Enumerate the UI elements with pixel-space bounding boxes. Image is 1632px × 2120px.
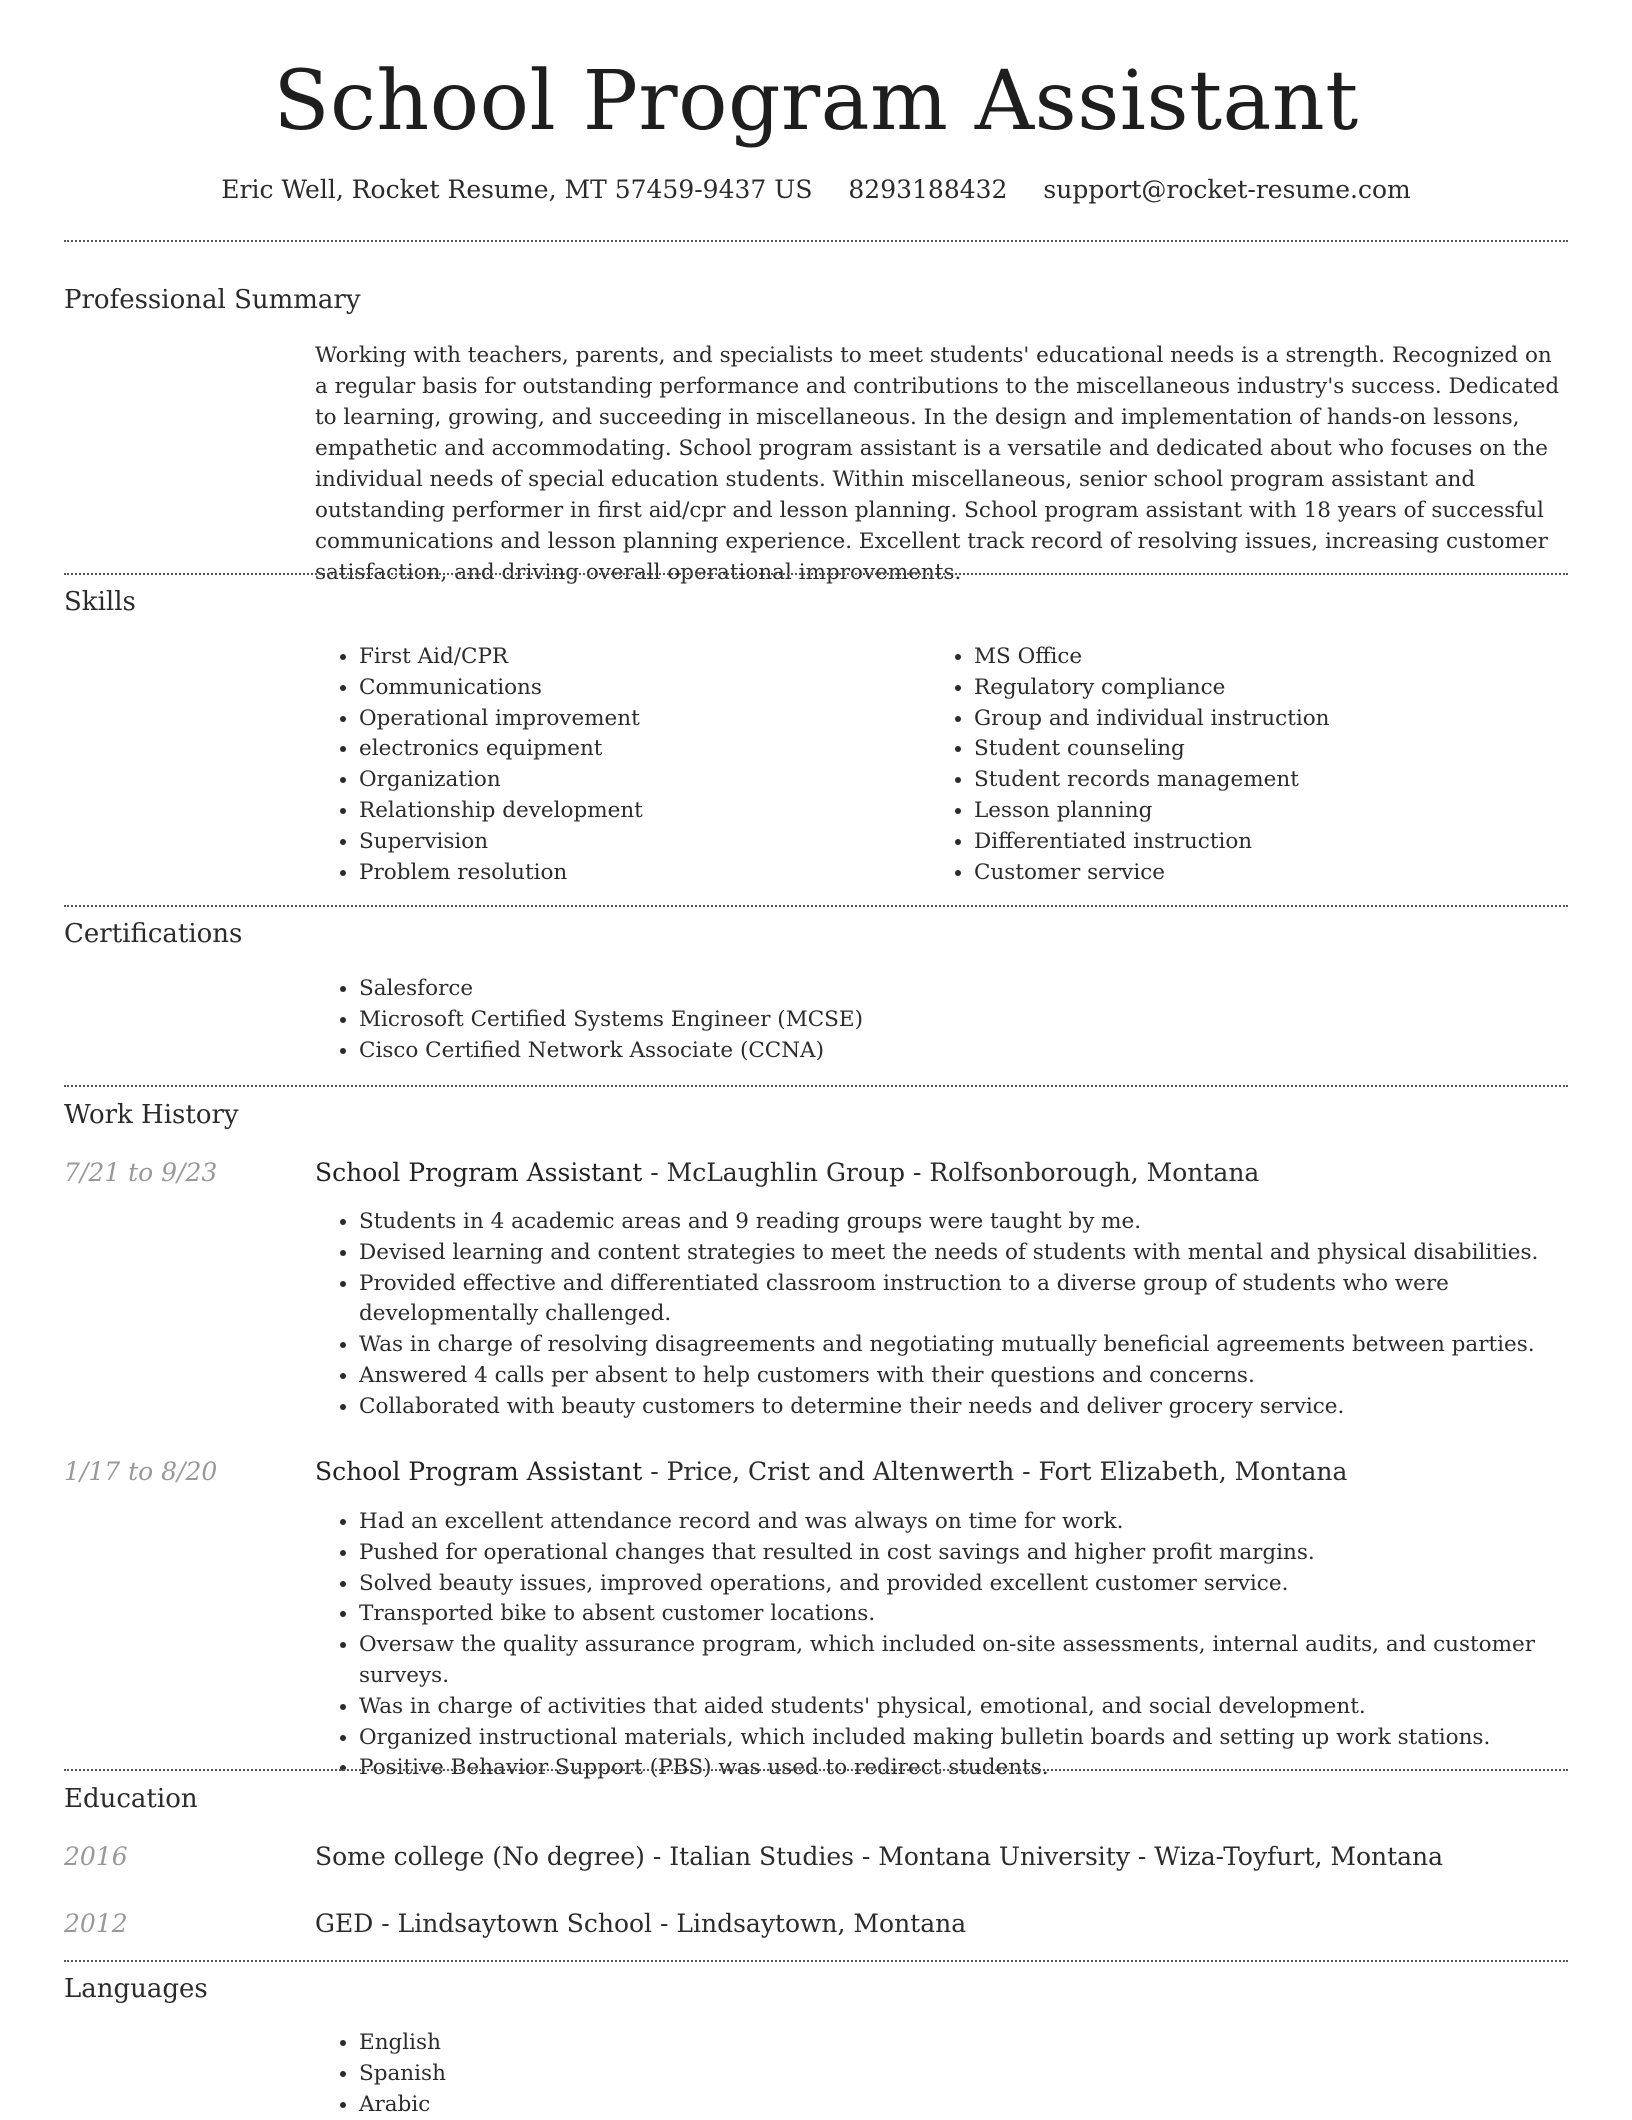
skill-item: • MS Office: [974, 642, 1574, 673]
divider: [64, 1769, 1568, 1771]
duty-item: • Was in charge of activities that aided students' physical, emotional, and social development.: [359, 1692, 1612, 1723]
education-entry: Some college (No degree) - Italian Studies - Montana University - Wiza-Toyfurt, Montana: [315, 1842, 1444, 1871]
certifications-list: [315, 974, 1559, 1066]
divider: [64, 573, 1568, 575]
contact-line: [64, 172, 1568, 208]
job-dates: 1/17 to 8/20: [64, 1457, 218, 1486]
skill-item: • Group and individual instruction: [974, 704, 1574, 735]
duty-item: • Collaborated with beauty customers to determine their needs and deliver grocery service.: [359, 1392, 1612, 1423]
language-item: • Spanish: [359, 2059, 959, 2090]
skills-list-left: [315, 642, 919, 888]
contact-email: support@rocket-resume.com: [1043, 175, 1411, 204]
language-item: • Arabic: [359, 2090, 959, 2120]
skills-heading: Skills: [64, 587, 136, 617]
divider: [64, 905, 1568, 907]
duty-item: • Solved beauty issues, improved operations, and provided excellent customer service.: [359, 1569, 1612, 1600]
languages-list: [315, 2028, 959, 2120]
duty-item: • Pushed for operational changes that resulted in cost savings and higher profit margins.: [359, 1538, 1612, 1569]
job-role: School Program Assistant: [315, 1158, 643, 1187]
job-role: School Program Assistant: [315, 1457, 643, 1486]
skill-item: • Communications: [359, 673, 919, 704]
resume-page: [64, 0, 1568, 2117]
certification-item: • Cisco Certified Network Associate (CCNA): [359, 1036, 1559, 1067]
certification-item: • Microsoft Certified Systems Engineer (MCSE): [359, 1005, 1559, 1036]
education-heading: Education: [64, 1784, 198, 1814]
divider: [64, 240, 1568, 242]
duty-item: • Organized instructional materials, which included making bulletin boards and setting up work stations.: [359, 1723, 1612, 1754]
job-employer: - Price, Crist and Altenwerth - Fort Elizabeth, Montana: [642, 1457, 1348, 1486]
skill-item: • electronics equipment: [359, 734, 919, 765]
certification-item: • Salesforce: [359, 974, 1559, 1005]
skill-item: • Relationship development: [359, 796, 919, 827]
job-dates: 7/21 to 9/23: [64, 1158, 218, 1187]
job-duties: [315, 1507, 1612, 1784]
contact-address: Eric Well, Rocket Resume, MT 57459-9437 US: [221, 175, 813, 204]
skill-item: • Organization: [359, 765, 919, 796]
duty-item: • Was in charge of resolving disagreements and negotiating mutually beneficial agreements between parties.: [359, 1330, 1612, 1361]
skill-item: • Operational improvement: [359, 704, 919, 735]
skill-item: • Student records management: [974, 765, 1574, 796]
duty-item: • Devised learning and content strategies to meet the needs of students with mental and physical disabilities.: [359, 1238, 1612, 1269]
job-employer: - McLaughlin Group - Rolfsonborough, Montana: [642, 1158, 1260, 1187]
skill-item: • Regulatory compliance: [974, 673, 1574, 704]
duty-item: • Transported bike to absent customer locations.: [359, 1599, 1612, 1630]
resume-title: School Program Assistant: [273, 54, 1359, 149]
skill-item: • First Aid/CPR: [359, 642, 919, 673]
work-heading: Work History: [64, 1100, 239, 1130]
duty-item: • Students in 4 academic areas and 9 reading groups were taught by me.: [359, 1207, 1612, 1238]
job-title: [315, 1455, 1347, 1489]
job-duties: [315, 1207, 1612, 1423]
skill-item: • Student counseling: [974, 734, 1574, 765]
skill-item: • Lesson planning: [974, 796, 1574, 827]
skill-item: • Supervision: [359, 827, 919, 858]
summary-text: Working with teachers, parents, and specialists to meet students' educational needs is a strength. Recognized on a regular basis for outstanding performance and contributions to the miscellaneous industry's success. Dedicated to learning, growing, and succeeding in miscellaneous. In the design and implementation of hands-on lessons, empathetic and accommodating. School program assistant is a versatile and dedicated about who focuses on the individual needs of special education students. Within miscellaneous, senior school program assistant and outstanding performer in first aid/cpr and lesson planning. School program assistant with 18 years of successful communications and lesson planning experience. Excellent track record of resolving issues, increasing customer satisfaction, and driving overall operational improvements.: [315, 343, 1560, 585]
certifications-heading: Certifications: [64, 919, 243, 949]
education-year: 2012: [64, 1909, 128, 1938]
divider: [64, 1085, 1568, 1087]
duty-item: • Positive Behavior Support (PBS) was used to redirect students.: [359, 1753, 1612, 1784]
skills-list-right: [930, 642, 1574, 888]
duty-item: • Answered 4 calls per absent to help customers with their questions and concerns.: [359, 1361, 1612, 1392]
languages-heading: Languages: [64, 1974, 208, 2004]
job-title: [315, 1156, 1259, 1190]
skill-item: • Problem resolution: [359, 858, 919, 889]
divider: [64, 1960, 1568, 1962]
skill-item: • Customer service: [974, 858, 1574, 889]
duty-item: • Oversaw the quality assurance program, which included on-site assessments, internal audits, and customer surveys.: [359, 1630, 1612, 1692]
duty-item: • Provided effective and differentiated classroom instruction to a diverse group of students who were developmentally challenged.: [359, 1269, 1612, 1331]
language-item: • English: [359, 2028, 959, 2059]
duty-item: • Had an excellent attendance record and was always on time for work.: [359, 1507, 1612, 1538]
education-entry: GED - Lindsaytown School - Lindsaytown, Montana: [315, 1909, 967, 1938]
education-year: 2016: [64, 1842, 128, 1871]
contact-phone: 8293188432: [848, 175, 1008, 204]
skill-item: • Differentiated instruction: [974, 827, 1574, 858]
summary-heading: Professional Summary: [64, 285, 361, 315]
